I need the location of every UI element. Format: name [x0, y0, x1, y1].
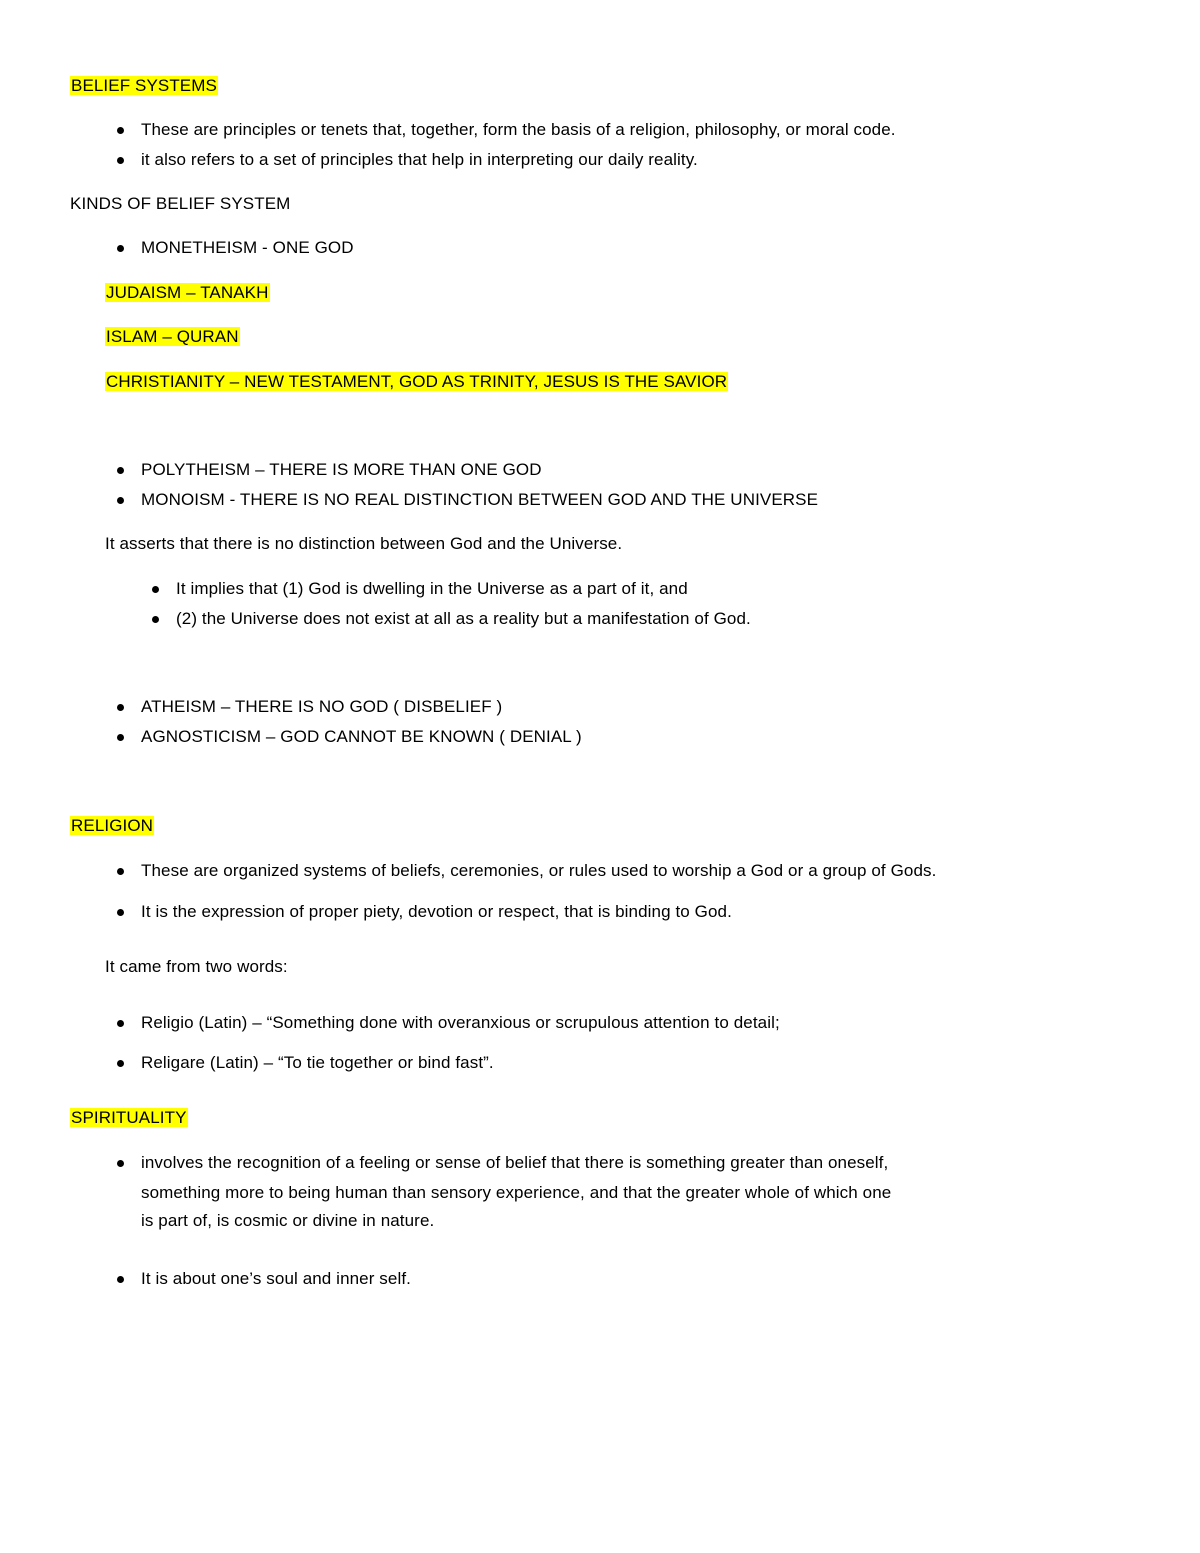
spirituality-bullet-1-line-3: is part of, is cosmic or divine in nature.: [141, 1211, 435, 1230]
religion-origin-intro: It came from two words:: [105, 957, 288, 976]
bullet-icon: [117, 127, 124, 134]
bullet-icon: [117, 909, 124, 916]
spirituality-bullet-2: It is about one’s soul and inner self.: [141, 1269, 411, 1288]
religion-bullet-2: It is the expression of proper piety, devotion or respect, that is binding to God.: [141, 902, 732, 921]
religion-heading: RELIGION: [71, 816, 154, 835]
monoism-point-1: It implies that (1) God is dwelling in the Universe as a part of it, and: [176, 579, 688, 598]
spirituality-bullet-1-line-1: involves the recognition of a feeling or sense of belief that there is something greater than oneself,: [141, 1153, 889, 1172]
bullet-icon: [152, 616, 159, 623]
atheism-item: ATHEISM – THERE IS NO GOD ( DISBELIEF ): [141, 697, 503, 716]
bullet-icon: [117, 157, 124, 164]
spirituality-bullet-1-line-2: something more to being human than sensory experience, and that the greater whole of which one: [141, 1183, 892, 1202]
bullet-icon: [117, 1160, 124, 1167]
religion-bullet-1: These are organized systems of beliefs, ceremonies, or rules used to worship a God or a group of Gods.: [141, 861, 937, 880]
bullet-icon: [117, 1060, 124, 1067]
religion-origin-1: Religio (Latin) – “Something done with overanxious or scrupulous attention to detail;: [141, 1013, 780, 1032]
monotheism-item: MONETHEISM - ONE GOD: [141, 238, 354, 257]
belief-systems-bullet-2: it also refers to a set of principles that help in interpreting our daily reality.: [141, 150, 698, 169]
spirituality-heading: SPIRITUALITY: [71, 1108, 187, 1127]
bullet-icon: [117, 245, 124, 252]
bullet-icon: [117, 868, 124, 875]
bullet-icon: [117, 1020, 124, 1027]
christianity-line: CHRISTIANITY – NEW TESTAMENT, GOD AS TRINITY, JESUS IS THE SAVIOR: [106, 372, 728, 391]
bullet-icon: [117, 497, 124, 504]
kinds-heading: KINDS OF BELIEF SYSTEM: [70, 194, 291, 213]
belief-systems-bullet-1: These are principles or tenets that, together, form the basis of a religion, philosophy, or moral code.: [141, 120, 896, 139]
belief-systems-heading: BELIEF SYSTEMS: [71, 76, 217, 95]
agnosticism-item: AGNOSTICISM – GOD CANNOT BE KNOWN ( DENIAL ): [141, 727, 582, 746]
monoism-point-2: (2) the Universe does not exist at all as a reality but a manifestation of God.: [176, 609, 751, 628]
polytheism-item: POLYTHEISM – THERE IS MORE THAN ONE GOD: [141, 460, 542, 479]
monoism-item: MONOISM - THERE IS NO REAL DISTINCTION BETWEEN GOD AND THE UNIVERSE: [141, 490, 819, 509]
bullet-icon: [117, 467, 124, 474]
religion-origin-2: Religare (Latin) – “To tie together or bind fast”.: [141, 1053, 494, 1072]
bullet-icon: [117, 1276, 124, 1283]
bullet-icon: [152, 586, 159, 593]
islam-line: ISLAM – QURAN: [106, 327, 239, 346]
bullet-icon: [117, 704, 124, 711]
bullet-icon: [117, 734, 124, 741]
monoism-statement: It asserts that there is no distinction between God and the Universe.: [105, 534, 623, 553]
judaism-line: JUDAISM – TANAKH: [106, 283, 269, 302]
